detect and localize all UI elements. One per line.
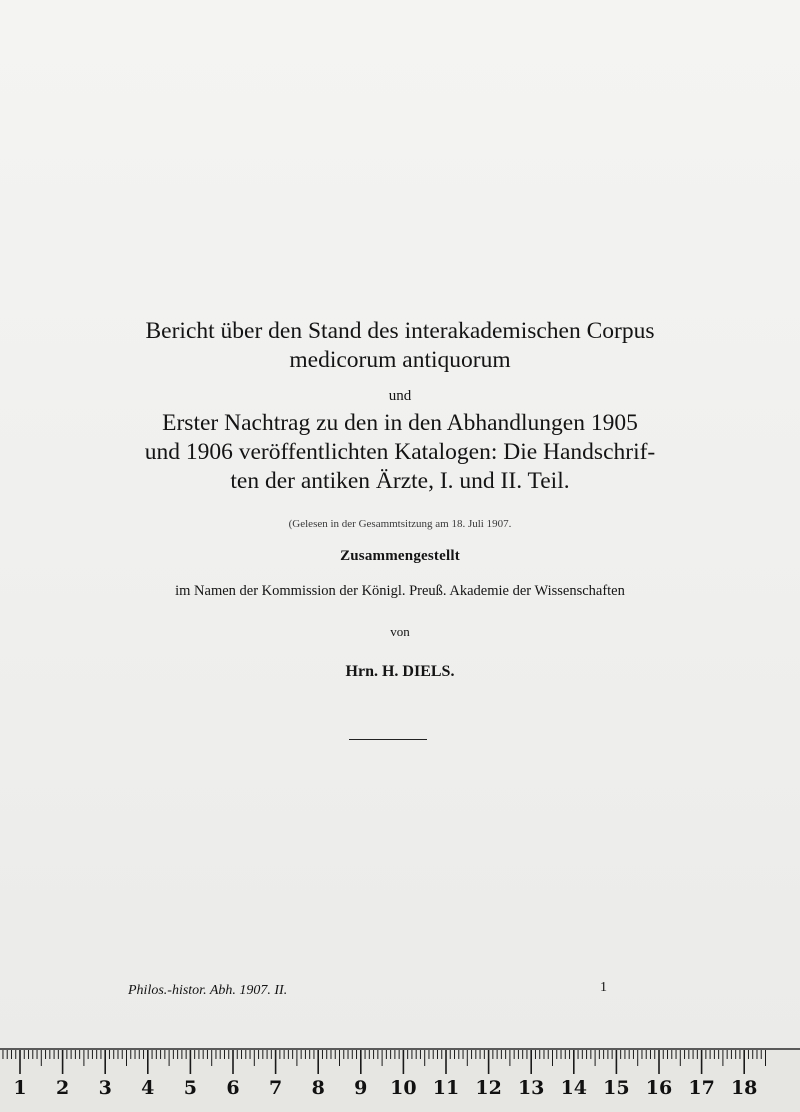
ruler-number: 2 [55,1077,70,1099]
ruler-number: 12 [475,1077,502,1099]
ruler-number: 16 [645,1077,673,1099]
ruler-number: 13 [517,1077,545,1099]
reading-date-note: (Gelesen in der Gesammtsitzung am 18. Juli 1907. [288,518,512,530]
ruler-number: 15 [603,1077,630,1099]
ruler-number: 14 [560,1077,588,1099]
footer-page-number: 1 [600,980,607,995]
ruler-number: 11 [432,1077,460,1099]
title-line-1: Bericht über den Stand des interakademischen Corpus [145,318,655,344]
subtitle-line-1: Erster Nachtrag zu den in den Abhandlungen 1905 [162,410,638,436]
compiled-label: Zusammengestellt [340,548,460,564]
commission-line: im Namen der Kommission der Königl. Preuß. Akademie der Wissenschaften [175,583,625,599]
title-line-2: medicorum antiquorum [289,347,511,373]
title-conjunction: und [388,388,412,404]
ruler-number: 4 [141,1077,155,1099]
ruler-number: 1 [13,1077,27,1099]
ruler-number: 10 [390,1077,417,1099]
ruler-number: 9 [354,1077,368,1099]
author-name [60,663,740,681]
footer-journal: Philos.-histor. Abh. 1907. II. [128,983,288,998]
ruler-number: 17 [688,1077,715,1099]
subtitle-line-2: und 1906 veröffentlichten Katalogen: Die Handschrif- [144,439,656,465]
by-label: von [390,624,410,639]
ruler-number: 6 [226,1077,240,1099]
ruler-number: 5 [183,1077,198,1099]
ruler-number: 18 [730,1077,758,1099]
author-text: Hrn. H. DIELS. [345,663,455,680]
measuring-ruler [0,1048,800,1112]
ruler-number: 7 [268,1077,283,1099]
ruler-number: 3 [98,1077,112,1099]
divider-rule [349,739,427,740]
ruler-number: 8 [311,1077,325,1099]
subtitle-line-3: ten der antiken Ärzte, I. und II. Teil. [230,468,570,494]
